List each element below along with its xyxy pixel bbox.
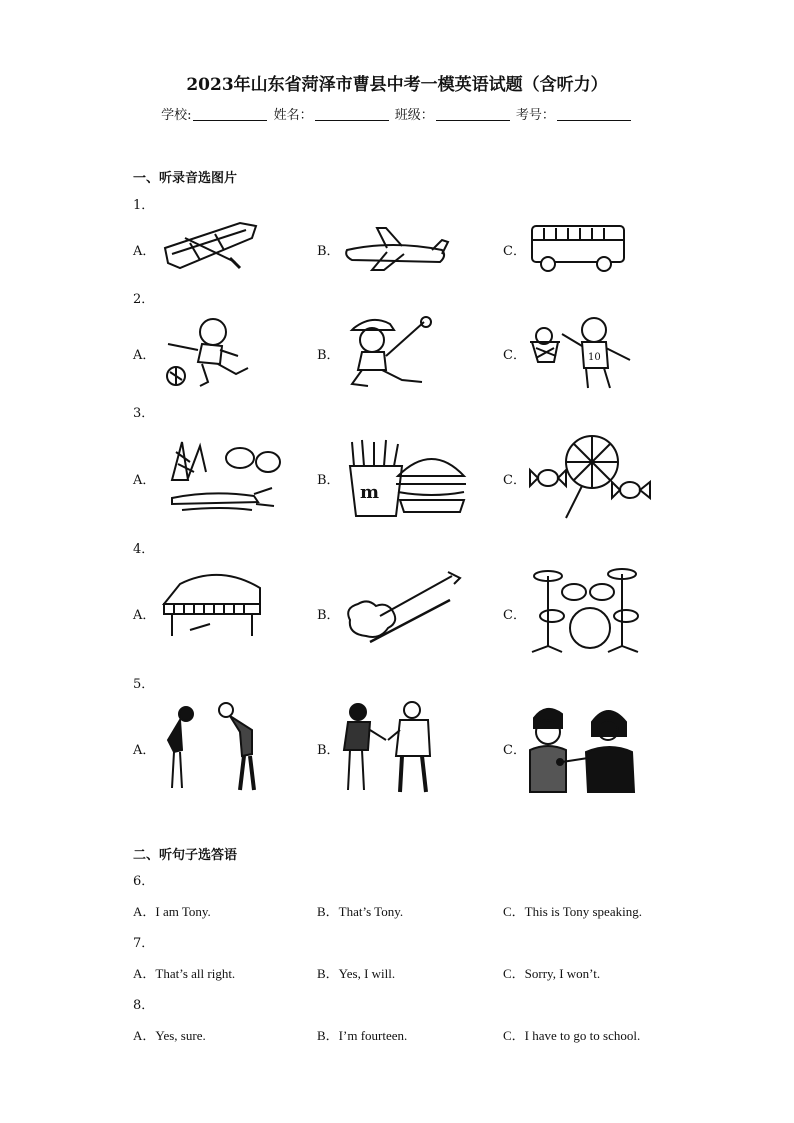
answer-option-a[interactable]: A．I am Tony. bbox=[133, 904, 211, 919]
option-label: B． bbox=[317, 473, 340, 488]
section1-heading: 一、听录音选图片 bbox=[133, 171, 238, 186]
question-number: 1． bbox=[133, 198, 155, 213]
drums-icon[interactable] bbox=[526, 566, 650, 654]
question-number: 6． bbox=[133, 874, 155, 889]
bowing-people-icon[interactable] bbox=[160, 700, 264, 792]
option-label: C． bbox=[503, 743, 526, 758]
question-number: 3． bbox=[133, 406, 155, 421]
exam-number-blank[interactable] bbox=[557, 108, 631, 121]
answer-option-a[interactable]: A．Yes, sure. bbox=[133, 1028, 206, 1043]
airplane-icon[interactable] bbox=[342, 222, 452, 272]
exam-number-label: 考号： bbox=[515, 108, 555, 123]
page-title: 2023年山东省菏泽市曹县中考一模英语试题（含听力） bbox=[186, 75, 608, 95]
option-label: A． bbox=[133, 348, 156, 363]
basketball-boy-icon[interactable] bbox=[526, 312, 642, 392]
handshake-people-icon[interactable] bbox=[340, 700, 440, 794]
option-label: B． bbox=[317, 244, 340, 259]
bus-icon[interactable] bbox=[530, 222, 628, 274]
question-number: 7． bbox=[133, 936, 155, 951]
name-label: 姓名： bbox=[273, 108, 313, 123]
soccer-boy-icon[interactable] bbox=[158, 316, 256, 388]
violin-icon[interactable] bbox=[340, 568, 466, 654]
student-info-line bbox=[0, 104, 794, 123]
baseball-boy-icon[interactable] bbox=[342, 314, 437, 390]
section2-heading: 二、听句子选答语 bbox=[133, 848, 238, 863]
option-label: A． bbox=[133, 473, 156, 488]
answer-option-b[interactable]: B．Yes, I will. bbox=[317, 966, 396, 981]
answer-option-b[interactable]: B．I’m fourteen. bbox=[317, 1028, 408, 1043]
school-label: 学校: bbox=[161, 108, 192, 123]
option-label: B． bbox=[317, 743, 340, 758]
piano-icon[interactable] bbox=[160, 568, 264, 638]
candy-lollipop-icon[interactable] bbox=[526, 434, 654, 520]
option-label: A． bbox=[133, 244, 156, 259]
option-label: C． bbox=[503, 608, 526, 623]
school-blank[interactable] bbox=[193, 108, 267, 121]
option-label: C． bbox=[503, 348, 526, 363]
fries-burger-icon[interactable] bbox=[344, 436, 470, 520]
option-label: B． bbox=[317, 348, 340, 363]
interview-people-icon[interactable] bbox=[526, 702, 640, 794]
answer-option-c[interactable]: C．This is Tony speaking. bbox=[503, 904, 642, 919]
question-number: 8． bbox=[133, 998, 155, 1013]
svg-text:m: m bbox=[360, 482, 380, 503]
question-number: 5． bbox=[133, 677, 155, 692]
svg-text:10: 10 bbox=[588, 352, 601, 363]
boat-icon[interactable] bbox=[160, 218, 260, 273]
answer-option-a[interactable]: A．That’s all right. bbox=[133, 966, 236, 981]
option-label: C． bbox=[503, 244, 526, 259]
class-blank[interactable] bbox=[436, 108, 510, 121]
answer-option-b[interactable]: B．That’s Tony. bbox=[317, 904, 404, 919]
option-label: A． bbox=[133, 608, 156, 623]
option-label: C． bbox=[503, 473, 526, 488]
question-number: 4． bbox=[133, 542, 155, 557]
answer-option-c[interactable]: C．Sorry, I won’t. bbox=[503, 966, 601, 981]
answer-option-c[interactable]: C．I have to go to school. bbox=[503, 1028, 641, 1043]
option-label: B． bbox=[317, 608, 340, 623]
vegetables-icon[interactable] bbox=[162, 432, 286, 520]
option-label: A． bbox=[133, 743, 156, 758]
question-number: 2． bbox=[133, 292, 155, 307]
class-label: 班级： bbox=[394, 108, 434, 123]
name-blank[interactable] bbox=[315, 108, 389, 121]
